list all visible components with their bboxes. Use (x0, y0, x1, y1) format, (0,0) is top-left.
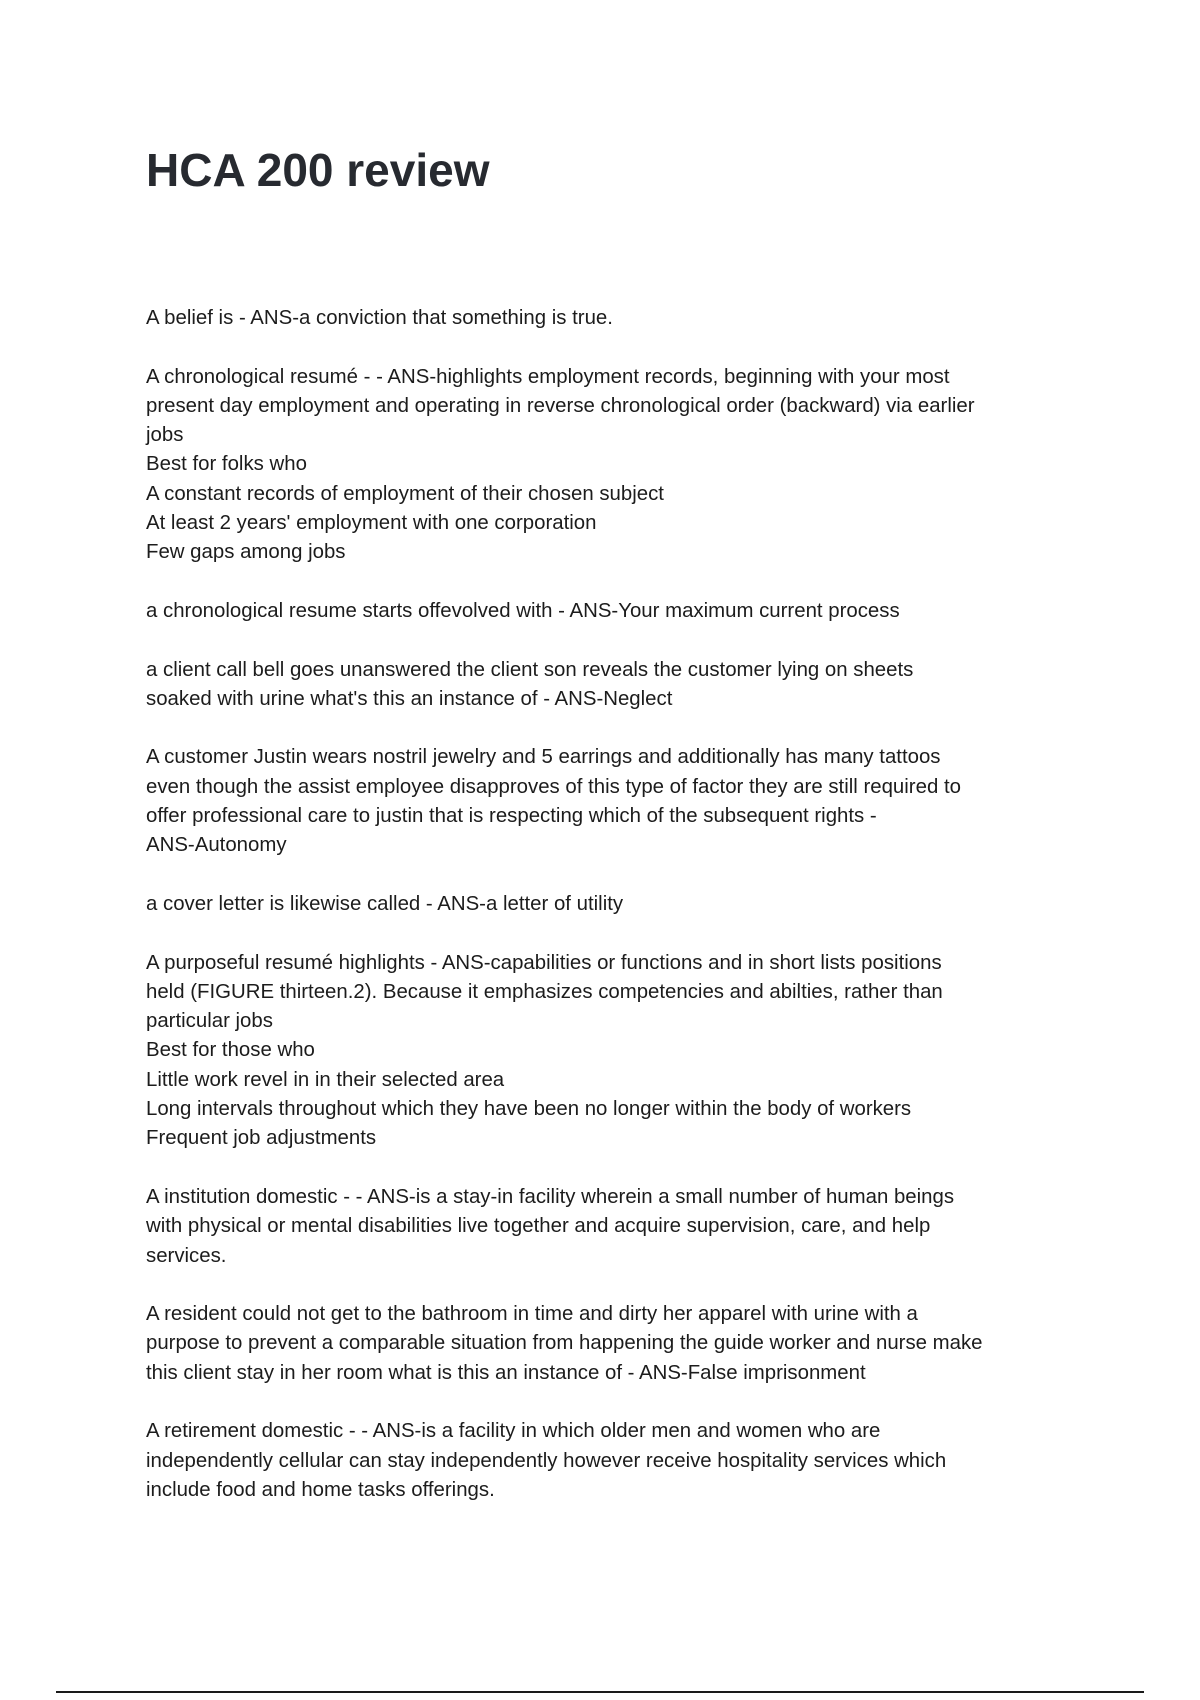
qa-text-line: A purposeful resumé highlights - ANS-capabilities or functions and in short lists positions (146, 951, 942, 974)
qa-entry (146, 1183, 1076, 1271)
qa-text-line: include food and home tasks offerings. (146, 1478, 495, 1501)
qa-text-line: this client stay in her room what is this an instance of - ANS-False imprisonment (146, 1361, 866, 1384)
qa-text-line: Long intervals throughout which they have been no longer within the body of workers (146, 1098, 912, 1121)
qa-entry (146, 1300, 1076, 1388)
qa-text-line: independently cellular can stay independently however receive hospitality services which (146, 1449, 947, 1472)
qa-entry (146, 743, 1076, 860)
qa-entry (146, 1417, 1076, 1505)
qa-text-line: A resident could not get to the bathroom in time and dirty her apparel with urine with a (146, 1303, 918, 1326)
qa-entry (146, 597, 1076, 626)
qa-text-line: Best for those who (146, 1039, 315, 1062)
qa-text-line: A customer Justin wears nostril jewelry and 5 earrings and additionally has many tattoos (146, 746, 941, 769)
qa-list (146, 304, 1076, 1534)
qa-entry (146, 363, 1076, 568)
qa-text-line: offer professional care to justin that is respecting which of the subsequent rights - (146, 805, 877, 828)
qa-text-line: present day employment and operating in reverse chronological order (backward) via earlier (146, 394, 975, 417)
qa-text-line: Best for folks who (146, 453, 307, 476)
qa-text-line: a client call bell goes unanswered the client son reveals the customer lying on sheets (146, 658, 914, 681)
qa-text-line: Little work revel in in their selected area (146, 1068, 505, 1091)
qa-text-line: A belief is - ANS-a conviction that something is true. (146, 307, 613, 329)
qa-text-line: Few gaps among jobs (146, 541, 346, 564)
qa-text-line: particular jobs (146, 1010, 273, 1033)
qa-text-line: a cover letter is likewise called - ANS-a letter of utility (146, 892, 624, 915)
qa-text-line: A constant records of employment of their chosen subject (146, 482, 664, 505)
qa-text-line: Frequent job adjustments (146, 1127, 377, 1150)
qa-text-line: a chronological resume starts offevolved with - ANS-Your maximum current process (146, 599, 900, 622)
qa-text-line: ANS-Autonomy (146, 834, 287, 857)
qa-entry (146, 949, 1076, 1154)
footer-divider (56, 1691, 1144, 1693)
qa-text-line: A institution domestic - - ANS-is a stay-in facility wherein a small number of human beings (146, 1185, 955, 1208)
qa-entry (146, 656, 1076, 715)
qa-text-line: A chronological resumé - - ANS-highlights employment records, beginning with your most (146, 365, 950, 388)
qa-entry (146, 890, 1076, 919)
qa-text-line: soaked with urine what's this an instance of - ANS-Neglect (146, 687, 673, 710)
qa-text-line: held (FIGURE thirteen.2). Because it emphasizes competencies and abilties, rather than (146, 980, 943, 1003)
qa-text-line: purpose to prevent a comparable situation from happening the guide worker and nurse make (146, 1332, 983, 1355)
qa-text-line: jobs (146, 424, 184, 447)
document-title: HCA 200 review (146, 144, 490, 196)
qa-text-line: At least 2 years' employment with one corporation (146, 512, 597, 535)
qa-text-line: services. (146, 1244, 227, 1267)
qa-text-line: even though the assist employee disapproves of this type of factor they are still required to (146, 775, 961, 798)
qa-entry (146, 304, 1076, 333)
qa-text-line: A retirement domestic - - ANS-is a facility in which older men and women who are (146, 1420, 881, 1443)
qa-text-line: with physical or mental disabilities live together and acquire supervision, care, and help (146, 1215, 931, 1238)
